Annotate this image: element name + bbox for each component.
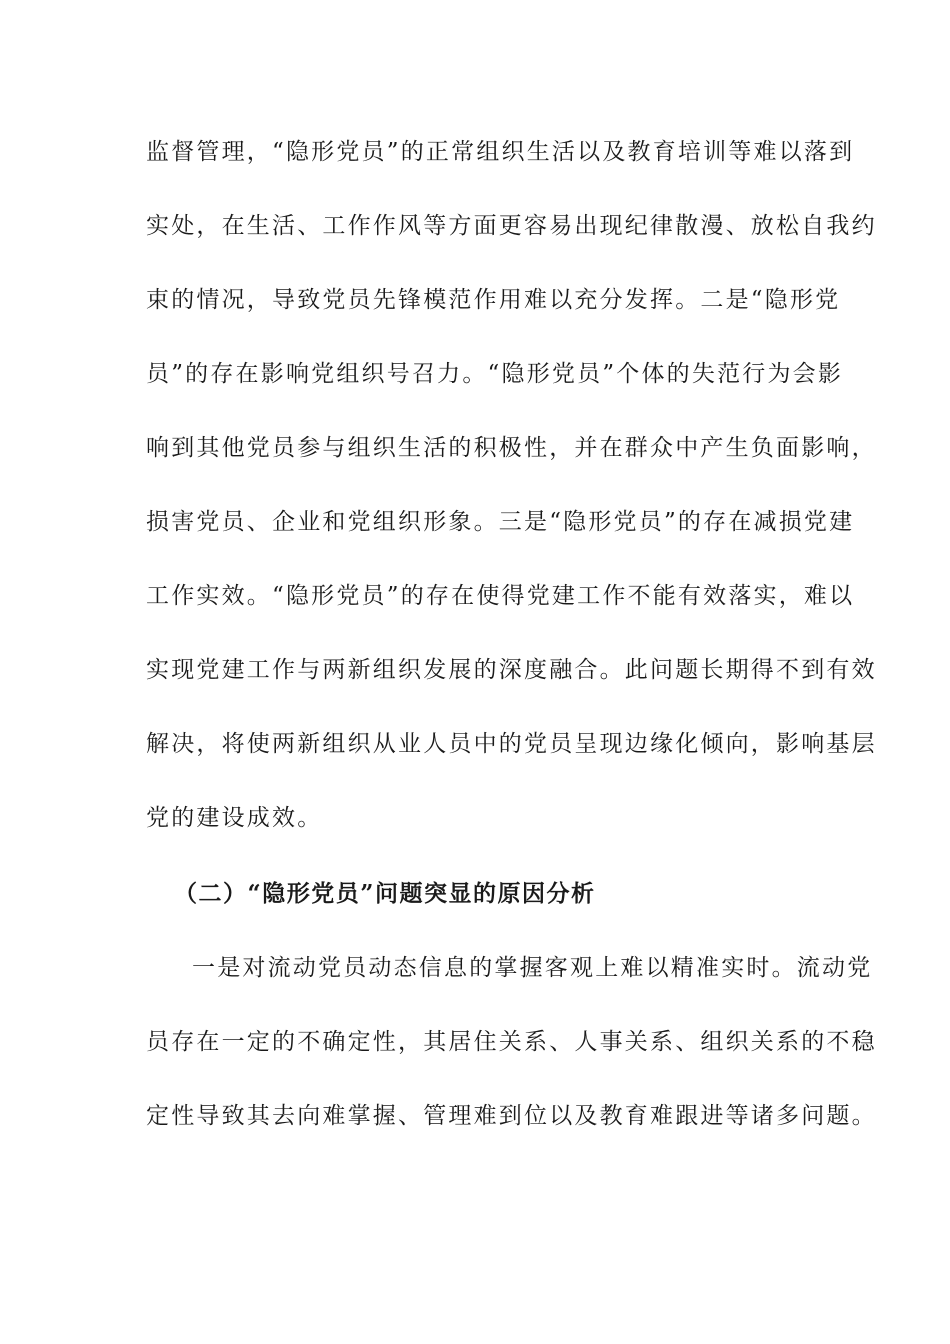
paragraph-line: 一是对流动党员动态信息的掌握客观上难以精准实时。流动党 — [192, 955, 873, 981]
paragraph-line: 员”的存在影响党组织号召力。“隐形党员”个体的失范行为会影 — [146, 361, 844, 387]
paragraph-line: 定性导致其去向难掌握、管理难到位以及教育难跟进等诸多问题。 — [146, 1103, 877, 1129]
paragraph-line: 实处，在生活、工作作风等方面更容易出现纪律散漫、放松自我约 — [146, 213, 877, 239]
paragraph-line: 实现党建工作与两新组织发展的深度融合。此问题长期得不到有效 — [146, 657, 877, 683]
paragraph-line: 响到其他党员参与组织生活的积极性，并在群众中产生负面影响， — [146, 435, 877, 461]
section-heading: （二）“隐形党员”问题突显的原因分析 — [174, 880, 596, 907]
paragraph-line: 解决，将使两新组织从业人员中的党员呈现边缘化倾向，影响基层 — [146, 731, 877, 757]
paragraph-line: 监督管理，“隐形党员”的正常组织生活以及教育培训等难以落到 — [146, 139, 855, 165]
paragraph-line: 党的建设成效。 — [146, 805, 323, 831]
paragraph-line: 损害党员、企业和党组织形象。三是“隐形党员”的存在减损党建 — [146, 509, 855, 535]
paragraph-line: 员存在一定的不确定性，其居住关系、人事关系、组织关系的不稳 — [146, 1029, 877, 1055]
paragraph-line: 工作实效。“隐形党员”的存在使得党建工作不能有效落实，难以 — [146, 583, 855, 609]
paragraph-line: 束的情况，导致党员先锋模范作用难以充分发挥。二是“隐形党 — [146, 287, 841, 313]
